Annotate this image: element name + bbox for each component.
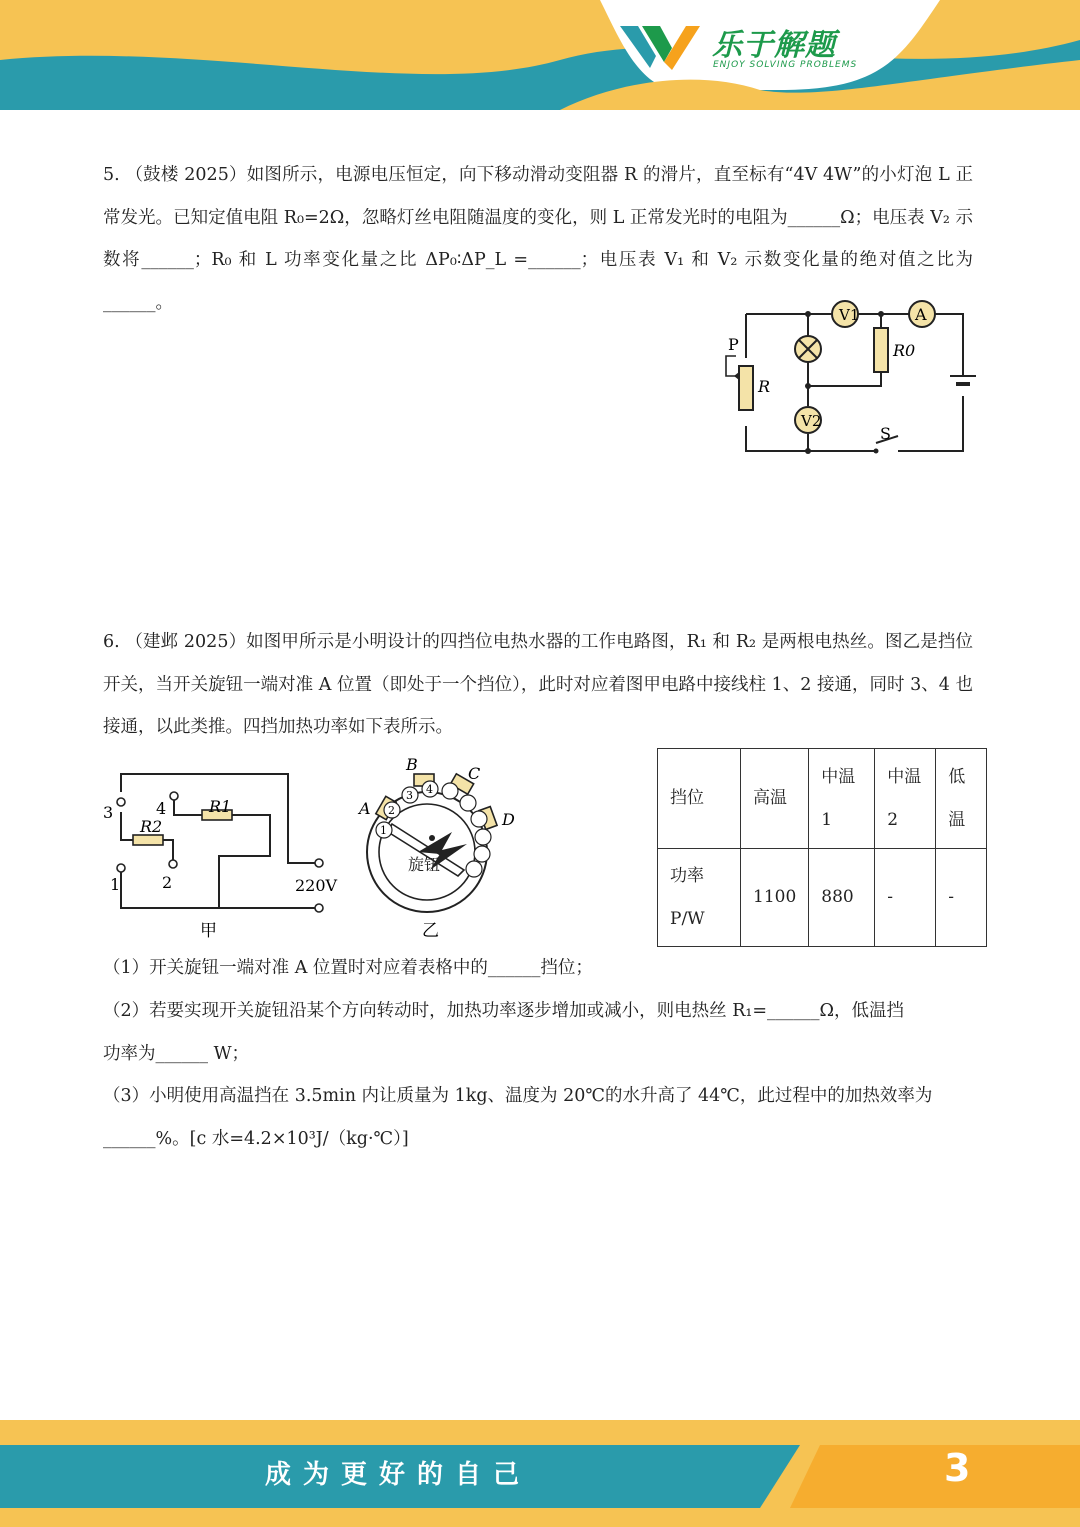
q6-sub2-line1: （2）若要实现开关旋钮沿某个方向转动时，加热功率逐步增加或减小，则电热丝 R₁=______Ω，低温挡 bbox=[103, 1001, 905, 1021]
q6-sub1: （1）开关旋钮一端对准 A 位置时对应着表格中的______挡位； bbox=[103, 958, 593, 978]
th-gear: 挡位 bbox=[658, 749, 741, 849]
terminal-4: 4 bbox=[156, 799, 167, 818]
caption-jia: 甲 bbox=[200, 921, 217, 941]
resistor-r0 bbox=[874, 328, 888, 372]
label-v1: V1 bbox=[839, 306, 860, 324]
header-banner bbox=[0, 0, 1080, 110]
label-r2: R2 bbox=[140, 817, 163, 836]
terminal-1: 1 bbox=[110, 875, 121, 894]
td-mid1: 880 bbox=[809, 849, 875, 947]
footer-banner bbox=[0, 1420, 1080, 1527]
terminal-2: 2 bbox=[162, 873, 173, 892]
yi-num-3: 3 bbox=[406, 789, 413, 802]
brand-tagline: ENJOY SOLVING PROBLEMS bbox=[713, 60, 858, 70]
yi-label-d: D bbox=[502, 810, 515, 829]
yi-label-c: C bbox=[468, 764, 481, 783]
yi-num-2: 2 bbox=[388, 804, 395, 817]
th-mid1: 中温1 bbox=[809, 749, 875, 849]
label-s: S bbox=[880, 424, 891, 443]
yi-label-b: B bbox=[406, 755, 418, 774]
label-p: P bbox=[728, 335, 739, 354]
rheostat-r bbox=[739, 366, 753, 410]
label-r: R bbox=[758, 377, 771, 396]
yi-label-a: A bbox=[359, 799, 371, 818]
resistor-r2 bbox=[133, 835, 163, 845]
q6-figure-jia bbox=[100, 760, 340, 945]
th-low: 低温 bbox=[936, 749, 987, 849]
label-r0: R0 bbox=[893, 341, 916, 360]
footer-orange-accent bbox=[790, 1445, 1080, 1508]
q5-circuit-diagram bbox=[718, 296, 980, 456]
th-high: 高温 bbox=[741, 749, 809, 849]
power-table bbox=[657, 748, 987, 947]
q6-sub3-line1: （3）小明使用高温挡在 3.5min 内让质量为 1kg、温度为 20℃的水升高了 44℃，此过程中的加热效率为 bbox=[103, 1086, 933, 1106]
terminal-3: 3 bbox=[103, 803, 114, 822]
td-low: - bbox=[936, 849, 987, 947]
th-mid2: 中温2 bbox=[875, 749, 936, 849]
q6-sub2-line2: 功率为______ W； bbox=[103, 1044, 250, 1064]
brand-logo-icon bbox=[620, 26, 700, 70]
page-number: 3 bbox=[944, 1446, 971, 1490]
yi-num-4: 4 bbox=[426, 783, 433, 796]
q5-text: 5. （鼓楼 2025）如图所示，电源电压恒定，向下移动滑动变阻器 R 的滑片，直至标有“4V 4W”的小灯泡 L 正常发光。已知定值电阻 R₀=2Ω，忽略灯丝电阻随温度的变化，则 L 正常发光时的电阻为______Ω；电压表 V₂ 示数将______；R₀ 和 L 功率变化量之比 ΔP₀∶ΔP_L =______；电压表 V₁ 和 V₂ 示数变化量的绝对值之比为______。 bbox=[103, 165, 973, 313]
footer-slogan: 成为更好的自己 bbox=[265, 1460, 532, 1490]
brand-name: 乐于解题 bbox=[712, 28, 836, 63]
td-power: 功率P/W bbox=[658, 849, 741, 947]
label-v2: V2 bbox=[801, 412, 822, 430]
yi-knob-label: 旋钮 bbox=[408, 855, 441, 874]
q6-sub3-line2: ______%。[c 水=4.2×10³J/（kg·℃）] bbox=[103, 1129, 409, 1149]
q6-figure-yi bbox=[352, 752, 522, 942]
label-220v: 220V bbox=[295, 876, 338, 895]
yi-num-1: 1 bbox=[380, 824, 387, 837]
caption-yi: 乙 bbox=[422, 921, 439, 941]
q6-text: 6. （建邺 2025）如图甲所示是小明设计的四挡位电热水器的工作电路图，R₁ 和 R₂ 是两根电热丝。图乙是挡位开关，当开关旋钮一端对准 A 位置（即处于一个挡位），此时对应着图甲电路中接线柱 1、2 接通，同时 3、4 也接通，以此类推。四挡加热功率如下表所示。 bbox=[103, 632, 973, 737]
label-a: A bbox=[915, 305, 927, 324]
label-r1: R1 bbox=[209, 797, 232, 816]
td-high: 1100 bbox=[741, 849, 809, 947]
td-mid2: - bbox=[875, 849, 936, 947]
